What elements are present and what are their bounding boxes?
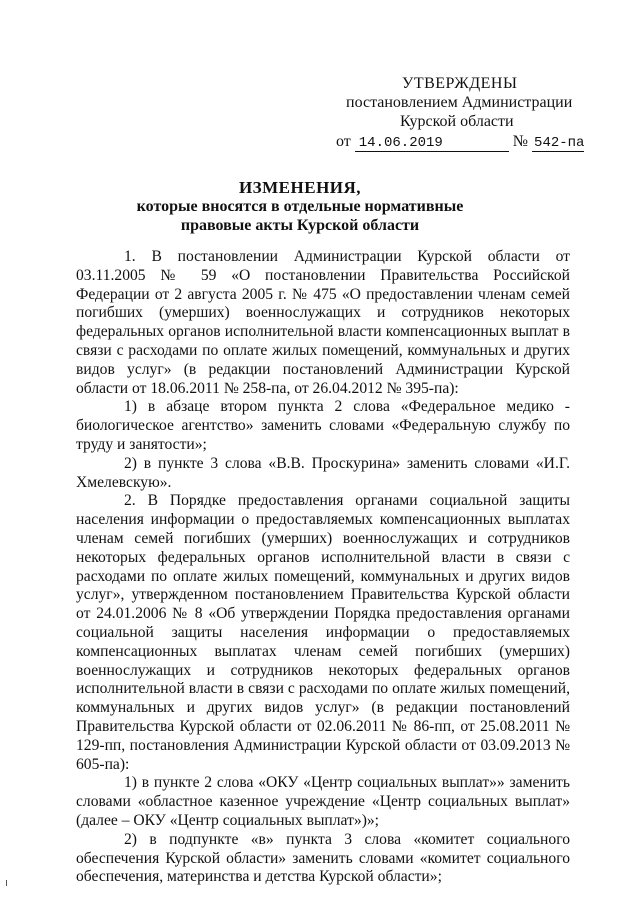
paragraph-2: 2. В Порядке предоставления органами социальной защиты населения информации о предоставляемых компенсационных выплатах членам семей погибших (умерших) военнослужащих и сотрудников некоторых федеральных органов исполнительной власти в связи с расходами по оплате жилых помещений, коммунальных и других видов услуг», утвержденном постановлением Правительства Курской области от 24.01.2006 № 8 «Об утверждении Порядка предоставления органами социальной защиты населения информации о предоставляемых компенсационных выплатах членам семей погибших (умерших) военнослужащих и сотрудников некоторых федеральных органов исполнительной власти в связи с расходами по оплате жилых помещений, коммунальных и других видов услуг» (в редакции постановлений Правительства Курской области от 02.06.2011 № 86-пп, от 25.08.2011 № 129-пп, постановления Администрации Курской области от 03.09.2013 № 605-па): (76, 492, 570, 773)
approval-date-prefix: от (336, 133, 351, 150)
approval-by: постановлением Администрации (346, 94, 573, 111)
scan-margin-mark (6, 880, 7, 886)
heading-line-2: которые вносятся в отдельные нормативные (136, 198, 464, 215)
approval-date: 14.06.2019 (355, 135, 509, 152)
document-body (76, 248, 570, 887)
approval-number: 542-па (534, 135, 585, 151)
approval-title: УТВЕРЖДЕНЫ (402, 75, 518, 92)
paragraph-1-item-1: 1) в абзаце втором пункта 2 слова «Федеральное медико - биологическое агентство» заменить словами «Федеральную службу по труду и занятости»; (76, 398, 570, 453)
paragraph-1-item-2: 2) в пункте 3 слова «В.В. Проскурина» заменить словами «И.Г. Хмелевскую». (76, 454, 570, 491)
approval-region: Курской области (400, 113, 514, 130)
paragraph-2-item-1: 1) в пункте 2 слова «ОКУ «Центр социальных выплат»» заменить словами «областное казенное учреждение «Центр социальных выплат» (далее – ОКУ «Центр социальных выплат»)»; (76, 774, 570, 829)
paragraph-2-item-2: 2) в подпункте «в» пункта 3 слова «комитет социального обеспечения Курской области» заменить словами «комитет социального обеспечения, материнства и детства Курской области»; (76, 830, 570, 886)
paragraph-1: 1. В постановлении Администрации Курской области от 03.11.2005 № 59 «О постановлении Правительства Российской Федерации от 2 августа 2005 г. № 475 «О предоставлении членам семей погибших (умерших) военнослужащих и сотрудников некоторых федеральных органов исполнительной власти компенсационных выплат в связи с расходами по оплате жилых помещений, коммунальных и других видов услуг» (в редакции постановлений Администрации Курской области от 18.06.2011 № 258-па, от 26.04.2012 № 395-па): (76, 248, 570, 397)
approval-stamp (330, 74, 585, 152)
approval-date-row (330, 132, 585, 152)
document-heading (60, 178, 540, 235)
heading-title: ИЗМЕНЕНИЯ, (238, 178, 362, 197)
heading-line-3: правовые акты Курской области (180, 217, 420, 234)
approval-number-prefix: № (512, 133, 529, 150)
